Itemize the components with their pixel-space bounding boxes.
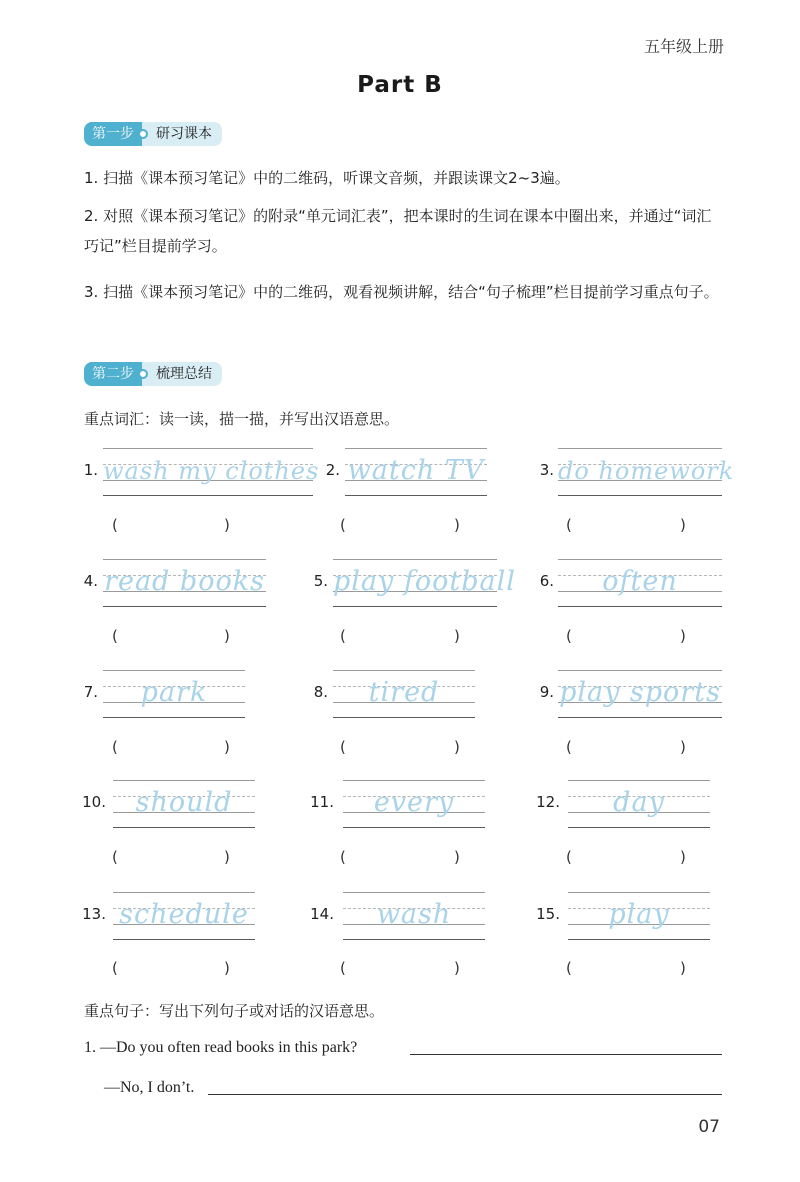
instruction-2: 2. 对照《课本预习笔记》的附录“单元词汇表”，把本课时的生词在课本中圈出来，并通过“词汇巧记”栏目提前学习。	[84, 207, 712, 255]
paren-open: (	[340, 738, 346, 756]
writing-lines[interactable]	[558, 448, 735, 496]
writing-lines[interactable]	[345, 448, 487, 496]
paren-close: )	[680, 959, 686, 977]
vocab-number: 15.	[536, 905, 560, 923]
trace-word: day	[613, 787, 665, 818]
vocab-number: 2.	[325, 461, 340, 479]
vocab-number: 9.	[539, 683, 554, 701]
writing-lines[interactable]	[103, 559, 266, 607]
trace-word: every	[373, 787, 455, 818]
paren-open: (	[566, 959, 572, 977]
paren-open: (	[340, 627, 346, 645]
writing-lines[interactable]	[558, 559, 722, 607]
writing-lines[interactable]	[558, 670, 722, 718]
vocab-label: 重点词汇：读一读，描一描，并写出汉语意思。	[84, 410, 400, 428]
step1-tag: 第一步	[84, 122, 142, 146]
sentence-label: 重点句子：写出下列句子或对话的汉语意思。	[84, 1002, 385, 1020]
paren-open: (	[340, 959, 346, 977]
vocab-number: 11.	[310, 793, 334, 811]
writing-lines[interactable]	[333, 559, 516, 607]
dot-icon	[138, 129, 148, 139]
paren-open: (	[566, 848, 572, 866]
writing-lines[interactable]	[103, 448, 320, 496]
paren-close: )	[680, 848, 686, 866]
writing-lines[interactable]	[568, 780, 710, 828]
instruction-3: 3. 扫描《课本预习笔记》中的二维码，观看视频讲解，结合“句子梳理”栏目提前学习重点句子。	[84, 283, 719, 301]
vocab-number: 4.	[83, 572, 98, 590]
page-number: 07	[698, 1117, 720, 1137]
writing-lines[interactable]	[103, 670, 245, 718]
trace-word: wash	[376, 899, 452, 930]
paren-open: (	[340, 516, 346, 534]
vocab-number: 1.	[83, 461, 98, 479]
paren-close: )	[224, 516, 230, 534]
vocab-number: 13.	[82, 905, 106, 923]
paren-close: )	[454, 738, 460, 756]
vocab-number: 5.	[313, 572, 328, 590]
vocab-number: 10.	[82, 793, 106, 811]
trace-word: schedule	[119, 899, 249, 930]
paren-open: (	[112, 848, 118, 866]
paren-close: )	[224, 848, 230, 866]
dot-icon	[138, 369, 148, 379]
paren-close: )	[224, 627, 230, 645]
paren-open: (	[340, 848, 346, 866]
trace-word: read books	[104, 566, 265, 597]
vocab-number: 14.	[310, 905, 334, 923]
trace-word: park	[140, 677, 208, 708]
paren-close: )	[454, 959, 460, 977]
paren-open: (	[112, 738, 118, 756]
trace-word: play	[608, 899, 670, 930]
paren-close: )	[454, 848, 460, 866]
paren-open: (	[112, 516, 118, 534]
step1-name: 研习课本	[142, 122, 222, 146]
answer-line-2[interactable]	[208, 1094, 722, 1095]
paren-open: (	[566, 738, 572, 756]
answer-line-1[interactable]	[410, 1054, 722, 1055]
vocab-number: 8.	[313, 683, 328, 701]
trace-word: often	[602, 566, 678, 597]
writing-lines[interactable]	[113, 780, 255, 828]
vocab-number: 3.	[539, 461, 554, 479]
trace-word: do homework	[558, 457, 735, 485]
vocab-number: 7.	[83, 683, 98, 701]
paren-open: (	[566, 627, 572, 645]
writing-lines[interactable]	[568, 892, 710, 940]
step2-tag: 第二步	[84, 362, 142, 386]
trace-word: play sports	[559, 677, 721, 708]
sentence-2: —No, I don’t.	[104, 1079, 195, 1096]
vocab-number: 12.	[536, 793, 560, 811]
writing-lines[interactable]	[343, 892, 485, 940]
paren-close: )	[680, 516, 686, 534]
trace-word: should	[135, 787, 233, 818]
paren-close: )	[454, 516, 460, 534]
writing-lines[interactable]	[333, 670, 475, 718]
step2-name: 梳理总结	[142, 362, 222, 386]
trace-word: watch TV	[347, 455, 485, 486]
paren-open: (	[112, 627, 118, 645]
grade-label: 五年级上册	[643, 37, 724, 56]
instruction-1: 1. 扫描《课本预习笔记》中的二维码，听课文音频，并跟读课文2~3遍。	[84, 169, 570, 187]
step2-badge	[84, 362, 222, 386]
trace-word: play football	[333, 566, 516, 597]
paren-close: )	[224, 738, 230, 756]
sentence-1: 1. —Do you often read books in this park?	[84, 1039, 358, 1056]
trace-word: wash my clothes	[103, 457, 320, 485]
paren-open: (	[112, 959, 118, 977]
trace-word: tired	[368, 677, 440, 708]
paren-close: )	[680, 738, 686, 756]
paren-close: )	[454, 627, 460, 645]
paren-close: )	[224, 959, 230, 977]
writing-lines[interactable]	[113, 892, 255, 940]
page-title: Part B	[357, 72, 443, 98]
vocab-number: 6.	[539, 572, 554, 590]
writing-lines[interactable]	[343, 780, 485, 828]
step1-badge	[84, 122, 222, 146]
paren-open: (	[566, 516, 572, 534]
paren-close: )	[680, 627, 686, 645]
